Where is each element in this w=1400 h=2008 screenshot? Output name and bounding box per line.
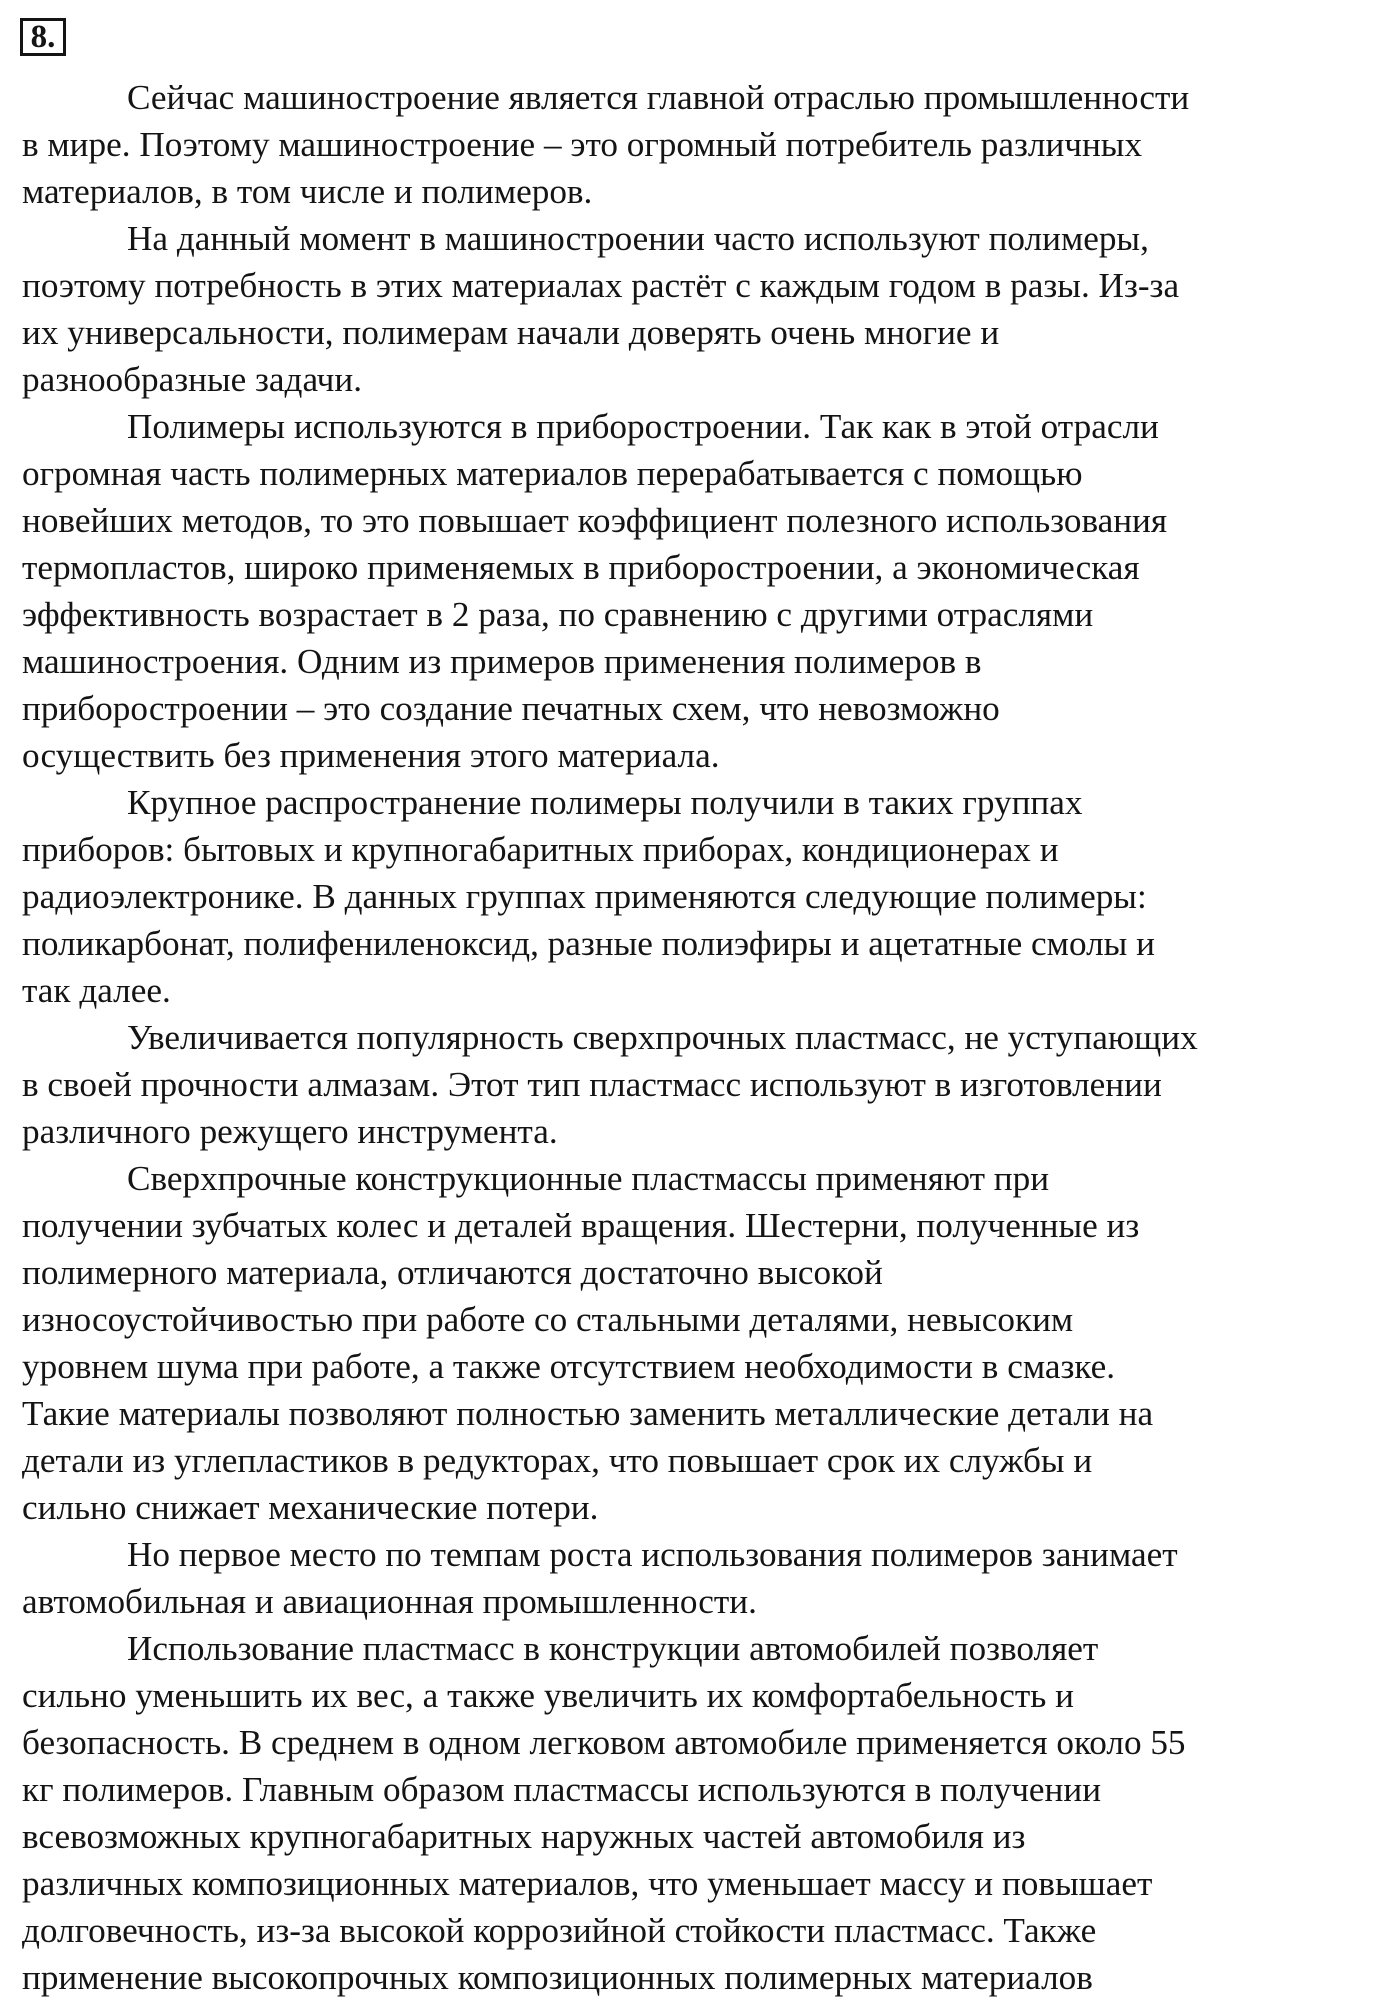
text-line: поэтому потребность в этих материалах растёт с каждым годом в разы. Из-за bbox=[22, 266, 1180, 305]
text-line: Такие материалы позволяют полностью заменить металлические детали на bbox=[22, 1394, 1154, 1433]
text-line: радиоэлектронике. В данных группах применяются следующие полимеры: bbox=[22, 877, 1147, 916]
text-line: поликарбонат, полифениленоксид, разные полиэфиры и ацетатные смолы и bbox=[22, 924, 1155, 963]
text-line: разнообразные задачи. bbox=[22, 360, 362, 399]
text-line: огромная часть полимерных материалов перерабатывается с помощью bbox=[22, 454, 1083, 493]
text-line: Сверхпрочные конструкционные пластмассы применяют при bbox=[127, 1159, 1050, 1198]
text-line: осуществить без применения этого материала. bbox=[22, 736, 720, 775]
text-line: машиностроения. Одним из примеров применения полимеров в bbox=[22, 642, 982, 681]
text-line: уровнем шума при работе, а также отсутствием необходимости в смазке. bbox=[22, 1347, 1116, 1386]
text-line: кг полимеров. Главным образом пластмассы используются в получении bbox=[22, 1770, 1102, 1809]
text-line: Использование пластмасс в конструкции автомобилей позволяет bbox=[127, 1629, 1099, 1668]
text-line: новейших методов, то это повышает коэффициент полезного использования bbox=[22, 501, 1168, 540]
text-line: эффективность возрастает в 2 раза, по сравнению с другими отраслями bbox=[22, 595, 1094, 634]
text-line: термопластов, широко применяемых в приборостроении, а экономическая bbox=[22, 548, 1140, 587]
text-line: автомобильная и авиационная промышленности. bbox=[22, 1582, 757, 1621]
text-line: получении зубчатых колес и деталей вращения. Шестерни, полученные из bbox=[22, 1206, 1140, 1245]
text-line: применение высокопрочных композиционных полимерных материалов bbox=[22, 1958, 1093, 1997]
text-line: На данный момент в машиностроении часто используют полимеры, bbox=[127, 219, 1149, 258]
text-line: в своей прочности алмазам. Этот тип пластмасс используют в изготовлении bbox=[22, 1065, 1162, 1104]
text-line: сильно снижает механические потери. bbox=[22, 1488, 599, 1527]
text-line: различных композиционных материалов, что уменьшает массу и повышает bbox=[22, 1864, 1153, 1903]
text-line: приборостроении – это создание печатных схем, что невозможно bbox=[22, 689, 1000, 728]
text-line: безопасность. В среднем в одном легковом автомобиле применяется около 55 bbox=[22, 1723, 1186, 1762]
text-line: детали из углепластиков в редукторах, что повышает срок их службы и bbox=[22, 1441, 1093, 1480]
text-line: в мире. Поэтому машиностроение – это огромный потребитель различных bbox=[22, 125, 1143, 164]
text-line: Полимеры используются в приборостроении. Так как в этой отрасли bbox=[127, 407, 1159, 446]
text-line: их универсальности, полимерам начали доверять очень многие и bbox=[22, 313, 1000, 352]
task-number-box: 8. bbox=[20, 18, 66, 56]
text-line: всевозможных крупногабаритных наружных частей автомобиля из bbox=[22, 1817, 1026, 1856]
text-line: Увеличивается популярность сверхпрочных пластмасс, не уступающих bbox=[127, 1018, 1198, 1057]
text-line: сильно уменьшить их вес, а также увеличить их комфортабельность и bbox=[22, 1676, 1074, 1715]
text-line: различного режущего инструмента. bbox=[22, 1112, 558, 1151]
text-line: полимерного материала, отличаются достаточно высокой bbox=[22, 1253, 883, 1292]
text-line: износоустойчивостью при работе со стальными деталями, невысоким bbox=[22, 1300, 1074, 1339]
text-line: приборов: бытовых и крупногабаритных приборах, кондиционерах и bbox=[22, 830, 1059, 869]
text-line: материалов, в том числе и полимеров. bbox=[22, 172, 593, 211]
text-line: Но первое место по темпам роста использования полимеров занимает bbox=[127, 1535, 1178, 1574]
text-line: долговечность, из-за высокой коррозийной стойкости пластмасс. Также bbox=[22, 1911, 1097, 1950]
text-line: Сейчас машиностроение является главной отраслью промышленности bbox=[127, 78, 1190, 117]
text-line: Крупное распространение полимеры получили в таких группах bbox=[127, 783, 1083, 822]
text-line: так далее. bbox=[22, 971, 171, 1010]
